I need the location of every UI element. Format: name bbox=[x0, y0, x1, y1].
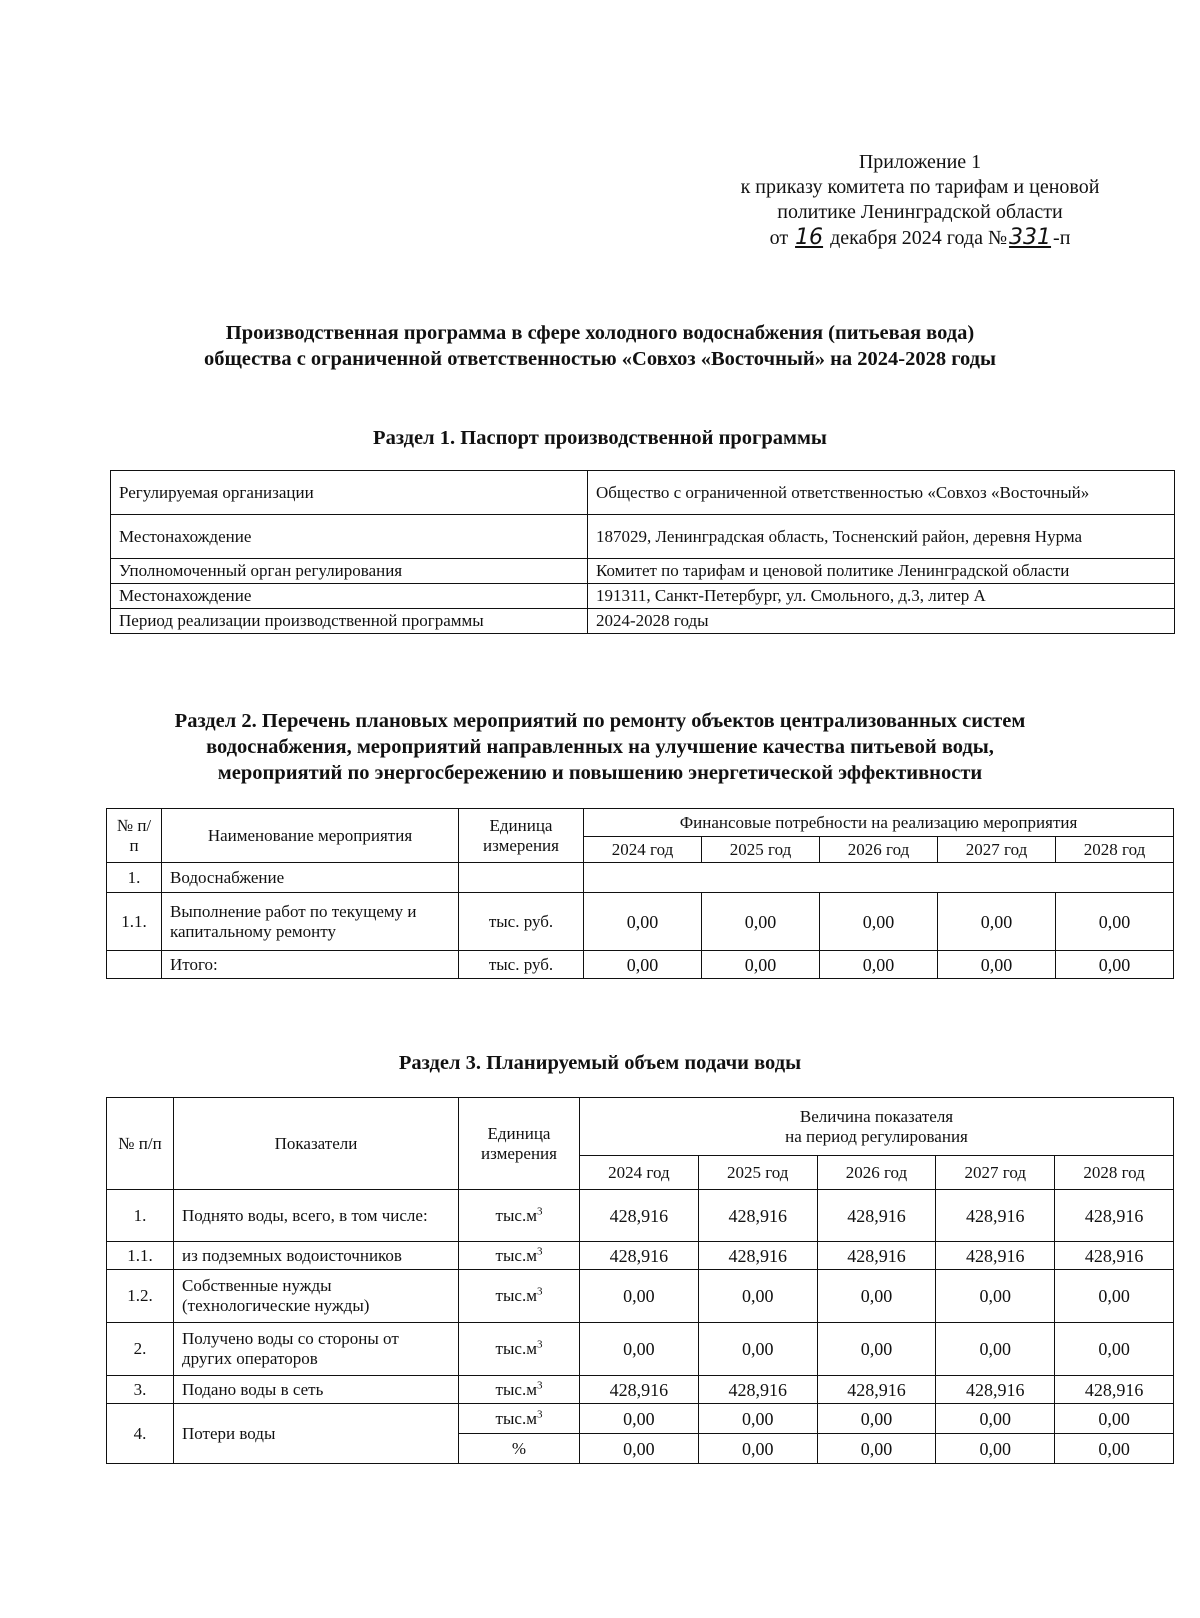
appendix-header bbox=[680, 150, 1160, 251]
row-num: 1.1. bbox=[107, 1242, 174, 1270]
row-value: 0,00 bbox=[936, 1270, 1055, 1323]
row-unit bbox=[459, 1323, 580, 1376]
header-num: № п/п bbox=[107, 809, 162, 863]
passport-label: Местонахождение bbox=[111, 584, 588, 609]
total-value: 0,00 bbox=[938, 951, 1056, 979]
row-name: из подземных водоисточников bbox=[174, 1242, 459, 1270]
appendix-line-1: Приложение 1 bbox=[858, 151, 982, 173]
header-year: 2024 год bbox=[580, 1156, 699, 1190]
row-name: Собственные нужды (технологические нужды) bbox=[174, 1270, 459, 1323]
unit-exp: 3 bbox=[536, 1338, 543, 1351]
table-row bbox=[107, 1242, 1174, 1270]
table-row bbox=[111, 559, 1175, 584]
row-value: 428,916 bbox=[698, 1190, 817, 1242]
row-unit bbox=[459, 863, 584, 893]
unit-base: тыс.м bbox=[495, 1339, 537, 1358]
passport-label: Уполномоченный орган регулирования bbox=[111, 559, 588, 584]
handwritten-day: 16 bbox=[795, 225, 824, 250]
section-2-title-line-3: мероприятий по энергосбережению и повышению энергетической эффективности bbox=[217, 762, 983, 784]
appendix-order-suffix: -п bbox=[1053, 227, 1071, 249]
unit-exp: 3 bbox=[536, 1204, 543, 1217]
main-title bbox=[100, 320, 1100, 372]
section-3-title: Раздел 3. Планируемый объем подачи воды bbox=[398, 1052, 802, 1074]
row-unit bbox=[459, 1242, 580, 1270]
unit-base: тыс.м bbox=[495, 1408, 537, 1428]
row-value: 0,00 bbox=[817, 1323, 936, 1376]
row-value: 0,00 bbox=[1055, 1434, 1174, 1464]
row-num: 1. bbox=[107, 1190, 174, 1242]
row-value: 0,00 bbox=[698, 1434, 817, 1464]
section-2-title bbox=[100, 708, 1100, 786]
row-value: 428,916 bbox=[1055, 1190, 1174, 1242]
row-value: 0,00 bbox=[584, 893, 702, 951]
total-unit: тыс. руб. bbox=[459, 951, 584, 979]
table-row bbox=[111, 584, 1175, 609]
appendix-date-prefix: от bbox=[769, 227, 789, 249]
row-value: 428,916 bbox=[817, 1190, 936, 1242]
row-value: 0,00 bbox=[938, 893, 1056, 951]
row-value: 428,916 bbox=[580, 1376, 699, 1404]
table-total-row bbox=[107, 951, 1174, 979]
header-year: 2027 год bbox=[938, 837, 1056, 863]
table-header-row bbox=[107, 1098, 1174, 1156]
section-1-title: Раздел 1. Паспорт производственной программы bbox=[373, 427, 827, 449]
unit-base: тыс.м bbox=[495, 1245, 537, 1265]
header-finance: Финансовые потребности на реализацию мероприятия bbox=[584, 809, 1174, 837]
row-unit-percent: % bbox=[459, 1434, 580, 1464]
passport-label: Местонахождение bbox=[111, 515, 588, 559]
table-header-row bbox=[107, 809, 1174, 837]
passport-value: 191311, Санкт-Петербург, ул. Смольного, д.3, литер А bbox=[588, 584, 1175, 609]
row-num: 1.1. bbox=[107, 893, 162, 951]
passport-label: Период реализации производственной программы bbox=[111, 609, 588, 634]
row-value: 0,00 bbox=[580, 1323, 699, 1376]
row-unit bbox=[459, 1190, 580, 1242]
header-value bbox=[580, 1098, 1174, 1156]
row-unit bbox=[459, 1376, 580, 1404]
row-value: 428,916 bbox=[817, 1242, 936, 1270]
table-row bbox=[107, 1323, 1174, 1376]
row-name: Подано воды в сеть bbox=[174, 1376, 459, 1404]
unit-base: тыс.м bbox=[495, 1205, 537, 1225]
water-volume-table bbox=[106, 1097, 1174, 1464]
appendix-date-line bbox=[680, 225, 1160, 251]
total-value: 0,00 bbox=[820, 951, 938, 979]
unit-exp: 3 bbox=[536, 1407, 543, 1420]
row-name: Водоснабжение bbox=[162, 863, 459, 893]
row-value: 428,916 bbox=[936, 1376, 1055, 1404]
header-name: Наименование мероприятия bbox=[162, 809, 459, 863]
row-num: 3. bbox=[107, 1376, 174, 1404]
total-name: Итого: bbox=[162, 951, 459, 979]
header-year: 2027 год bbox=[936, 1156, 1055, 1190]
header-year: 2026 год bbox=[817, 1156, 936, 1190]
passport-value: Комитет по тарифам и ценовой политике Ленинградской области bbox=[588, 559, 1175, 584]
row-name: Выполнение работ по текущему и капитальному ремонту bbox=[162, 893, 459, 951]
row-value: 0,00 bbox=[1055, 1323, 1174, 1376]
passport-value: 2024-2028 годы bbox=[588, 609, 1175, 634]
handwritten-order-number: 331 bbox=[1009, 225, 1052, 250]
section-2-title-line-2: водоснабжения, мероприятий направленных на улучшение качества питьевой воды, bbox=[206, 736, 994, 758]
table-row bbox=[107, 1404, 1174, 1434]
header-value-line-1: Величина показателя bbox=[799, 1106, 954, 1126]
appendix-line-2: к приказу комитета по тарифам и ценовой bbox=[740, 176, 1100, 198]
row-value: 0,00 bbox=[1055, 1404, 1174, 1434]
row-value: 428,916 bbox=[1055, 1242, 1174, 1270]
table-row bbox=[107, 1270, 1174, 1323]
row-value: 0,00 bbox=[580, 1434, 699, 1464]
header-num: № п/п bbox=[107, 1098, 174, 1190]
table-row bbox=[107, 863, 1174, 893]
row-num: 1.2. bbox=[107, 1270, 174, 1323]
header-unit: Единица измерения bbox=[459, 1098, 580, 1190]
unit-exp: 3 bbox=[536, 1285, 543, 1298]
row-value: 0,00 bbox=[698, 1270, 817, 1323]
header-year: 2024 год bbox=[584, 837, 702, 863]
row-value: 0,00 bbox=[817, 1434, 936, 1464]
row-values-empty bbox=[584, 863, 1174, 893]
row-unit bbox=[459, 1404, 580, 1434]
header-year: 2026 год bbox=[820, 837, 938, 863]
row-name: Получено воды со стороны от других операторов bbox=[174, 1323, 459, 1376]
table-row bbox=[107, 1190, 1174, 1242]
row-value: 0,00 bbox=[817, 1404, 936, 1434]
row-value: 428,916 bbox=[580, 1242, 699, 1270]
header-value-line-2: на период регулирования bbox=[785, 1126, 968, 1146]
row-name: Поднято воды, всего, в том числе: bbox=[174, 1190, 459, 1242]
row-value: 0,00 bbox=[817, 1270, 936, 1323]
main-title-line-2: общества с ограниченной ответственностью «Совхоз «Восточный» на 2024-2028 годы bbox=[203, 348, 997, 370]
total-value: 0,00 bbox=[1056, 951, 1174, 979]
row-value: 0,00 bbox=[1055, 1270, 1174, 1323]
row-value: 0,00 bbox=[698, 1404, 817, 1434]
table-row bbox=[107, 1376, 1174, 1404]
passport-value: Общество с ограниченной ответственностью «Совхоз «Восточный» bbox=[588, 471, 1175, 515]
row-value: 428,916 bbox=[580, 1190, 699, 1242]
row-value: 428,916 bbox=[698, 1242, 817, 1270]
row-value: 0,00 bbox=[702, 893, 820, 951]
main-title-line-1: Производственная программа в сфере холодного водоснабжения (питьевая вода) bbox=[225, 322, 975, 344]
passport-table bbox=[110, 470, 1175, 634]
passport-label: Регулируемая организации bbox=[111, 471, 588, 515]
appendix-line-3: политике Ленинградской области bbox=[777, 201, 1063, 223]
row-num: 1. bbox=[107, 863, 162, 893]
row-value: 428,916 bbox=[1055, 1376, 1174, 1404]
row-value: 428,916 bbox=[817, 1376, 936, 1404]
row-num: 4. bbox=[107, 1404, 174, 1464]
section-2-title-line-1: Раздел 2. Перечень плановых мероприятий по ремонту объектов централизованных систем bbox=[174, 710, 1026, 732]
row-value: 0,00 bbox=[580, 1270, 699, 1323]
header-year: 2028 год bbox=[1055, 1156, 1174, 1190]
row-unit: тыс. руб. bbox=[459, 893, 584, 951]
activities-table bbox=[106, 808, 1174, 979]
row-name: Потери воды bbox=[174, 1404, 459, 1464]
unit-exp: 3 bbox=[536, 1378, 543, 1391]
row-value: 428,916 bbox=[936, 1242, 1055, 1270]
header-year: 2025 год bbox=[698, 1156, 817, 1190]
row-value: 0,00 bbox=[936, 1434, 1055, 1464]
row-value: 0,00 bbox=[936, 1323, 1055, 1376]
row-value: 428,916 bbox=[936, 1190, 1055, 1242]
table-row bbox=[111, 471, 1175, 515]
header-year: 2025 год bbox=[702, 837, 820, 863]
unit-exp: 3 bbox=[536, 1244, 543, 1257]
row-value: 428,916 bbox=[698, 1376, 817, 1404]
appendix-date-mid: декабря 2024 года № bbox=[830, 227, 1008, 249]
row-value: 0,00 bbox=[698, 1323, 817, 1376]
passport-value: 187029, Ленинградская область, Тосненский район, деревня Нурма bbox=[588, 515, 1175, 559]
header-unit: Единица измерения bbox=[459, 809, 584, 863]
unit-base: тыс.м bbox=[495, 1286, 537, 1305]
row-value: 0,00 bbox=[580, 1404, 699, 1434]
total-value: 0,00 bbox=[702, 951, 820, 979]
row-unit bbox=[459, 1270, 580, 1323]
row-num: 2. bbox=[107, 1323, 174, 1376]
header-year: 2028 год bbox=[1056, 837, 1174, 863]
table-row bbox=[107, 893, 1174, 951]
total-value: 0,00 bbox=[584, 951, 702, 979]
unit-base: тыс.м bbox=[495, 1379, 537, 1399]
header-name: Показатели bbox=[174, 1098, 459, 1190]
row-value: 0,00 bbox=[936, 1404, 1055, 1434]
row-value: 0,00 bbox=[820, 893, 938, 951]
table-row bbox=[111, 515, 1175, 559]
table-row bbox=[111, 609, 1175, 634]
row-value: 0,00 bbox=[1056, 893, 1174, 951]
total-num bbox=[107, 951, 162, 979]
